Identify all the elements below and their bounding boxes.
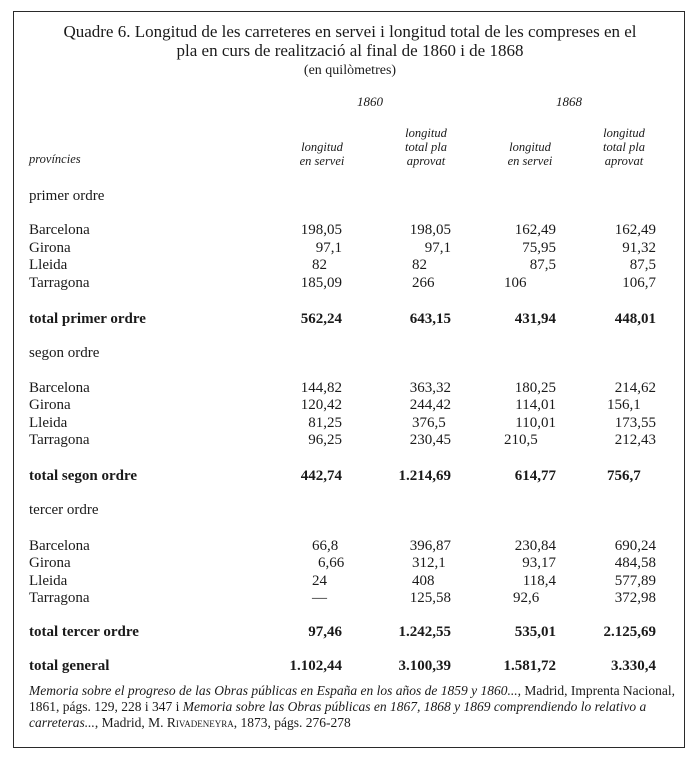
value-cell: 82 — [412, 257, 427, 273]
col-header-line: en servei — [299, 154, 345, 168]
col-header-servei-1868 — [498, 140, 562, 168]
source-2-title: Memoria sobre las Obras públicas en 1867, 1868 y 1869 comprendiendo lo relativo a carreteras... — [29, 699, 647, 730]
value-cell: 162,49 — [614, 222, 656, 238]
value-cell: 442,74 — [300, 468, 342, 484]
row-name: Tarragona — [29, 275, 90, 291]
row-name: Tarragona — [29, 590, 90, 606]
row-name: Lleida — [29, 573, 68, 589]
value-cell: 198,05 — [409, 222, 451, 238]
table-row — [0, 397, 700, 415]
value-cell: 96,25 — [308, 432, 342, 448]
value-cell: 180,25 — [514, 380, 556, 396]
value-cell: 756,7 — [607, 468, 641, 484]
table-row — [0, 222, 700, 240]
col-header-line: total pla — [602, 140, 646, 154]
value-cell: 408 — [412, 573, 435, 589]
value-cell: 230,84 — [514, 538, 556, 554]
value-cell: 91,32 — [622, 240, 656, 256]
col-header-line: en servei — [507, 154, 553, 168]
value-cell: 198,05 — [300, 222, 342, 238]
value-cell: 144,82 — [300, 380, 342, 396]
value-cell: 643,15 — [409, 311, 451, 327]
source-note — [29, 683, 677, 731]
section-label-primer: primer ordre — [29, 188, 105, 204]
row-name: total general — [29, 658, 110, 674]
table-units: (en quilòmetres) — [303, 63, 397, 78]
value-cell: — — [312, 590, 327, 606]
table-row — [0, 538, 700, 556]
value-cell: 244,42 — [409, 397, 451, 413]
source-1-details: , Madrid, Imprenta Nacional, 1861, págs. 129, 228 i 347 i — [29, 683, 676, 714]
value-cell: 376,5 — [412, 415, 446, 431]
value-cell: 97,1 — [424, 240, 451, 256]
value-cell: 577,89 — [614, 573, 656, 589]
value-cell: 118,4 — [522, 573, 556, 589]
source-2-publisher: Rivadeneyra — [166, 715, 234, 730]
row-name: Girona — [29, 397, 71, 413]
col-header-pla-1860 — [394, 126, 458, 168]
value-cell: 81,25 — [308, 415, 342, 431]
value-cell: 484,58 — [614, 555, 656, 571]
table-row — [0, 275, 700, 293]
row-name: Tarragona — [29, 432, 90, 448]
grand-total-row — [0, 658, 700, 676]
row-name: total primer ordre — [29, 311, 146, 327]
value-cell: 6,66 — [318, 555, 345, 571]
value-cell: 372,98 — [614, 590, 656, 606]
col-header-line: longitud — [603, 126, 645, 140]
value-cell: 97,1 — [315, 240, 342, 256]
value-cell: 3.330,4 — [611, 658, 656, 674]
year-header-1868: 1868 — [556, 94, 582, 109]
value-cell: 114,01 — [515, 397, 556, 413]
value-cell: 535,01 — [514, 624, 556, 640]
table-row — [0, 432, 700, 450]
row-name: Lleida — [29, 415, 68, 431]
value-cell: 87,5 — [629, 257, 656, 273]
value-cell: 431,94 — [514, 311, 556, 327]
provincies-header: províncies — [29, 152, 81, 166]
year-header-1860: 1860 — [357, 94, 383, 109]
value-cell: 93,17 — [522, 555, 556, 571]
row-name: total tercer ordre — [29, 624, 139, 640]
value-cell: 92,6 — [513, 590, 540, 606]
row-name: Girona — [29, 555, 71, 571]
value-cell: 82 — [312, 257, 327, 273]
table-row — [0, 240, 700, 258]
value-cell: 1.214,69 — [398, 468, 451, 484]
row-name: Girona — [29, 240, 71, 256]
value-cell: 396,87 — [409, 538, 451, 554]
value-cell: 75,95 — [522, 240, 556, 256]
value-cell: 87,5 — [529, 257, 556, 273]
col-header-line: total pla — [404, 140, 448, 154]
table-title-line2: pla en curs de realització al final de 1860 i de 1868 — [176, 41, 524, 60]
value-cell: 3.100,39 — [398, 658, 451, 674]
value-cell: 562,24 — [300, 311, 342, 327]
total-row — [0, 468, 700, 486]
value-cell: 125,58 — [409, 590, 451, 606]
value-cell: 690,24 — [614, 538, 656, 554]
value-cell: 312,1 — [412, 555, 446, 571]
table-row — [0, 415, 700, 433]
value-cell: 214,62 — [614, 380, 656, 396]
row-name: Barcelona — [29, 538, 90, 554]
value-cell: 97,46 — [308, 624, 342, 640]
table-row — [0, 380, 700, 398]
section-label-tercer: tercer ordre — [29, 502, 99, 518]
col-header-line: longitud — [509, 140, 551, 154]
value-cell: 173,55 — [614, 415, 656, 431]
value-cell: 185,09 — [300, 275, 342, 291]
row-name: Barcelona — [29, 222, 90, 238]
value-cell: 1.242,55 — [398, 624, 451, 640]
table-title: Quadre 6. Longitud de les carreteres en servei i longitud total de les compreses en el — [63, 22, 637, 41]
section-label-segon: segon ordre — [29, 345, 100, 361]
value-cell: 230,45 — [409, 432, 451, 448]
value-cell: 448,01 — [614, 311, 656, 327]
value-cell: 1.581,72 — [503, 658, 556, 674]
source-2-details: , Madrid, M. — [94, 715, 167, 730]
table-row — [0, 555, 700, 573]
table-row — [0, 257, 700, 275]
value-cell: 66,8 — [312, 538, 339, 554]
row-name: Barcelona — [29, 380, 90, 396]
table-row — [0, 573, 700, 591]
col-header-pla-1868 — [592, 126, 656, 168]
col-header-servei-1860 — [290, 140, 354, 168]
value-cell: 266 — [412, 275, 435, 291]
source-1-title: Memoria sobre el progreso de las Obras públicas en España en los años de 1859 y 1860... — [29, 683, 518, 698]
row-name: total segon ordre — [29, 468, 138, 484]
value-cell: 614,77 — [514, 468, 556, 484]
value-cell: 212,43 — [614, 432, 656, 448]
total-row — [0, 311, 700, 329]
col-header-line: longitud — [405, 126, 447, 140]
value-cell: 1.102,44 — [289, 658, 342, 674]
value-cell: 106 — [504, 275, 527, 291]
table-row — [0, 590, 700, 608]
value-cell: 162,49 — [514, 222, 556, 238]
value-cell: 120,42 — [300, 397, 342, 413]
value-cell: 363,32 — [409, 380, 451, 396]
value-cell: 24 — [312, 573, 327, 589]
col-header-line: aprovat — [604, 154, 644, 168]
value-cell: 106,7 — [622, 275, 656, 291]
row-name: Lleida — [29, 257, 68, 273]
value-cell: 156,1 — [607, 397, 641, 413]
value-cell: 210,5 — [504, 432, 538, 448]
col-header-line: longitud — [301, 140, 343, 154]
total-row — [0, 624, 700, 642]
col-header-line: aprovat — [406, 154, 446, 168]
value-cell: 110,01 — [515, 415, 556, 431]
value-cell: 2.125,69 — [603, 624, 656, 640]
source-2-pages: , 1873, págs. 276-278 — [233, 715, 351, 730]
